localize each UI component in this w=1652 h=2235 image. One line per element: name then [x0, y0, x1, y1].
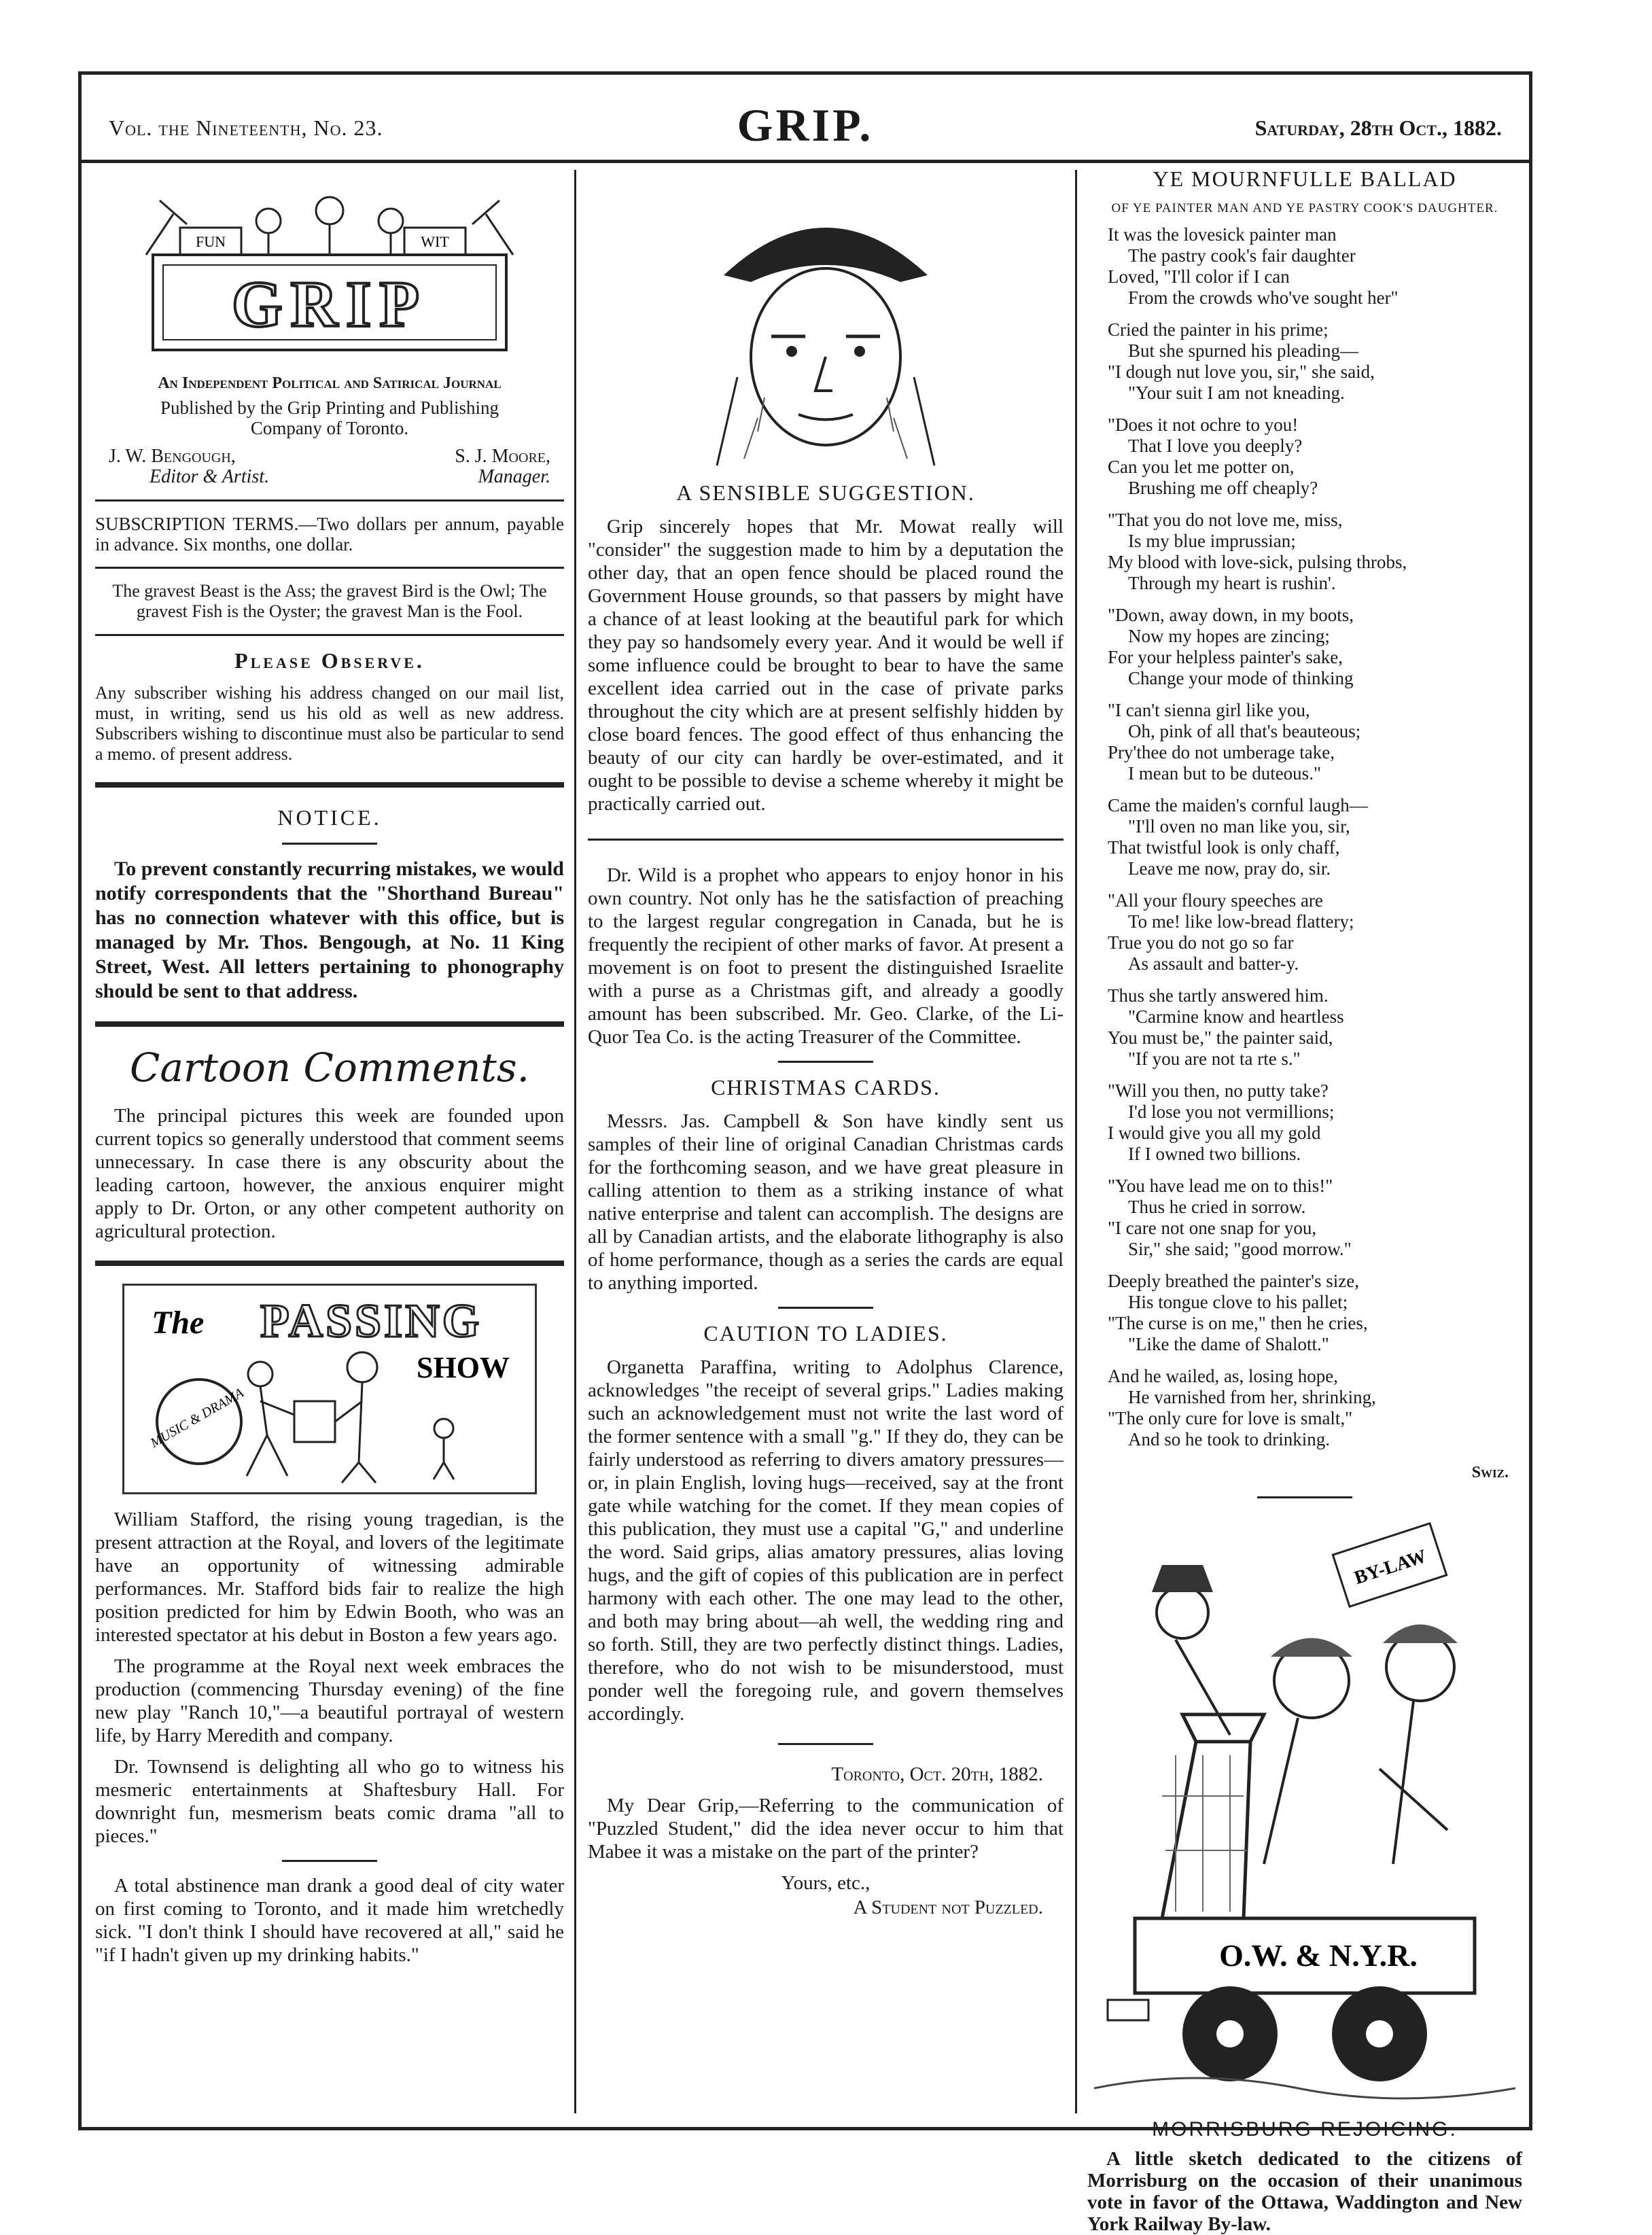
ballad-line: That twistful look is only chaff,	[1108, 837, 1340, 858]
ballad-stanza	[1108, 510, 1522, 594]
passing-show-p1: William Stafford, the rising young tragedian, is the present attraction at the Royal, and lovers of the legitimate have an opportunity of witnessing admirable performances. Mr. Stafford bids fair to realize the high position predicted for him by Edwin Booth, who was an interested spectator at his debut in Boston a few years ago.	[95, 1509, 564, 1646]
notice-text: To prevent constantly recurring mistakes, we would notify correspondents that the "Shorthand Bureau" has no connection whatever with this office, but is managed by Mr. Thos. Bengough, at No. 11 King Street, West. All letters pertaining to phonography should be sent to that address.	[95, 858, 564, 1002]
ballad-line: "I care not one snap for you,	[1108, 1218, 1317, 1238]
engine-label: O.W. & N.Y.R.	[1219, 1938, 1418, 1973]
ballad-line: That I love you deeply?	[1128, 436, 1303, 456]
ballad-line: Now my hopes are zincing;	[1128, 626, 1330, 646]
volume-number: Vol. the Nineteenth, No. 23.	[109, 116, 383, 140]
issue-date: Saturday, 28th Oct., 1882.	[1254, 116, 1502, 140]
morrisburg-caption: A little sketch dedicated to the citizens of Morrisburg on the occasion of their unanimous vote in favor of the Ottawa, Waddington and New York Railway By-law.	[1087, 2148, 1522, 2235]
ballad-line: Change your mode of thinking	[1128, 668, 1354, 688]
drum-label: MUSIC & DRAMA	[147, 1385, 247, 1451]
christmas-cards-title: CHRISTMAS CARDS.	[711, 1075, 941, 1099]
abstinence-text: A total abstinence man drank a good deal of city water on first coming to Toronto, and it made him wretchedly sick. "I don't think I should have recovered at all," said he "if I hadn't given up my drinking habits."	[95, 1875, 564, 1966]
ballad-line: I would give you all my gold	[1108, 1123, 1321, 1143]
letter-signature: A Student not Puzzled.	[853, 1897, 1043, 1918]
please-observe-text: Any subscriber wishing his address changed on our mail list, must, in writing, send us his old as well as new address. Subscribers wishing to discontinue must also be particular to send a memo. of present address.	[95, 683, 564, 764]
ballad-line: As assault and batter-y.	[1128, 953, 1299, 974]
ballad-line: "You have lead me on to this!"	[1108, 1176, 1333, 1196]
ballad-line: Loved, "I'll color if I can	[1108, 266, 1290, 287]
ballad-line: "Does it not ochre to you!	[1108, 415, 1299, 435]
letter-dateline: Toronto, Oct. 20th, 1882.	[831, 1763, 1043, 1785]
sensible-suggestion-text: Grip sincerely hopes that Mr. Mowat really will "consider" the suggestion made to him by a deputation the other day, that an open fence should be placed round the Government House grounds, so that passers by might have a chance of at least looking at the beautiful park for which they pay so handsomely every year. And it would be well if some influence could be brought to bear to have the same excellent idea carried out in the case of private parks throughout the city which are at present selfishly hidden by close board fences. The good effect of thus enhancing the beauty of our city can hardly be over-estimated, and it ought to be possible to devise a scheme whereby it might be practically carried out.	[588, 516, 1064, 815]
ballad-line: Oh, pink of all that's beauteous;	[1128, 721, 1361, 741]
logo-grip-text: GRIP	[232, 268, 427, 340]
manager-role: Manager.	[478, 466, 550, 487]
ballad-line: My blood with love-sick, pulsing throbs,	[1108, 552, 1407, 572]
morrisburg-cartoon	[1094, 1511, 1515, 2109]
ballad-line: "Your suit I am not kneading.	[1128, 383, 1345, 403]
ballad-stanza	[1108, 700, 1522, 784]
ballad-stanza	[1108, 1366, 1522, 1450]
caution-text: Organetta Paraffina, writing to Adolphus Clarence, acknowledges "the receipt of several grips." Ladies making such an acknowledgement must not write the last word of the former sentence with a small "g." If they do, they can be fairly understood as referring to divers amatory pressures—or, in plain English, loving hugs—received, say at the front gate while watching for the comet. If they mean copies of this publication, they must use a capital "G," and underline the word. Said grips, alias amatory pressures, alias loving hugs, and the gift of copies of this publication are in perfect harmony with each other. The one may lead to the other, and both may bring about—ah well, the wedding ring and so forth. Still, they are two perfectly distinct things. Ladies, therefore, who do not wish to be misunderstood, must ponder well the foregoing rule, and govern themselves accordingly.	[588, 1356, 1064, 1725]
ballad-stanza	[1108, 605, 1522, 689]
divider	[95, 499, 564, 501]
passing-show-passing: PASSING	[260, 1295, 482, 1348]
ballad-line: "I dough nut love you, sir," she said,	[1108, 362, 1375, 382]
ballad-stanza	[1108, 1271, 1522, 1355]
morrisburg-title: MORRISBURG REJOICING.	[1152, 2118, 1458, 2141]
manager-name: S. J. Moore,	[455, 446, 550, 467]
ballad-stanza	[1108, 795, 1522, 879]
divider-thick	[95, 1261, 564, 1266]
ballad-line: Cried the painter in his prime;	[1108, 319, 1329, 340]
ballad-author: Swiz.	[1471, 1464, 1509, 1481]
ballad-line: Sir," she said; "good morrow."	[1128, 1239, 1352, 1259]
divider-short	[1257, 1496, 1352, 1498]
ballad-line: Deeply breathed the painter's size,	[1108, 1271, 1359, 1291]
column-middle	[588, 166, 1064, 2113]
ballad-line: I mean but to be duteous."	[1128, 763, 1321, 784]
ballad-line: "The curse is on me," then he cries,	[1108, 1313, 1368, 1333]
ballad-line: From the crowds who've sought her"	[1128, 287, 1399, 308]
editor-name: J. W. Bengough,	[109, 446, 236, 467]
ballad-line: It was the lovesick painter man	[1108, 224, 1337, 245]
notice-title: NOTICE.	[277, 805, 382, 830]
divider	[588, 839, 1064, 841]
ballad-line: "I'll oven no man like you, sir,	[1128, 816, 1350, 837]
ballad-stanza	[1108, 224, 1522, 309]
ballad-line: "Will you then, no putty take?	[1108, 1080, 1329, 1101]
ballad-line: Came the maiden's cornful laugh—	[1108, 795, 1368, 815]
motto: The gravest Beast is the Ass; the gravest Bird is the Owl; The gravest Fish is the Oyster; the gravest Man is the Fool.	[112, 581, 547, 621]
ballad-line: Thus she tartly answered him.	[1108, 985, 1329, 1006]
ballad-line: To me! like low-bread flattery;	[1128, 911, 1354, 932]
divider-thick	[95, 782, 564, 788]
ballad-line: "Carmine know and heartless	[1128, 1006, 1344, 1027]
divider-short	[778, 1743, 873, 1745]
ballad-line: You must be," the painter said,	[1108, 1027, 1333, 1048]
ballad-line: "That you do not love me, miss,	[1108, 510, 1343, 530]
ballad-line: His tongue clove to his pallet;	[1128, 1292, 1348, 1312]
passing-show-p3: Dr. Townsend is delighting all who go to witness his mesmeric entertainments at Shaftesbury Hall. For downright fun, mesmerism beats comic drama "all to pieces."	[95, 1756, 564, 1847]
ballad-line: "Down, away down, in my boots,	[1108, 605, 1354, 625]
ballad-line: Through my heart is rushin'.	[1128, 573, 1336, 593]
newspaper-title: GRIP.	[737, 99, 874, 151]
ballad-stanza	[1108, 415, 1522, 499]
ballad-line: "I can't sienna girl like you,	[1108, 700, 1310, 720]
ballad-stanza	[1108, 985, 1522, 1070]
subscription-terms: SUBSCRIPTION TERMS.—Two dollars per annum, payable in advance. Six months, one dollar.	[95, 514, 564, 555]
divider-thick	[95, 1021, 564, 1027]
divider-short	[778, 1307, 873, 1309]
ballad-stanza	[1108, 1080, 1522, 1165]
ballad-line: And so he took to drinking.	[1128, 1429, 1330, 1449]
ballad-line: He varnished from her, shrinking,	[1128, 1387, 1376, 1407]
ballad-line: True you do not go so far	[1108, 932, 1294, 953]
ballad-stanza	[1108, 1176, 1522, 1260]
column-rule-1	[574, 170, 576, 2113]
column-left	[95, 166, 564, 2113]
ballad-stanza	[1108, 319, 1522, 404]
passing-show-the: The	[152, 1305, 205, 1341]
divider-short	[282, 1860, 377, 1862]
passing-show-illustration	[122, 1284, 537, 1494]
ballad-line: The pastry cook's fair daughter	[1128, 245, 1356, 266]
passing-show-show: SHOW	[417, 1351, 510, 1384]
please-observe-title: Please Observe.	[234, 648, 425, 673]
newspaper-page	[78, 71, 1532, 2235]
ballad-line: And he wailed, as, losing hope,	[1108, 1366, 1338, 1386]
journal-tagline: An Independent Political and Satirical Journal	[158, 374, 502, 392]
caution-title: CAUTION TO LADIES.	[703, 1321, 948, 1345]
ballad-line: If I owned two billions.	[1128, 1144, 1301, 1164]
ballad-line: But she spurned his pleading—	[1128, 340, 1358, 361]
banner-fun: FUN	[195, 233, 226, 250]
ballad-subtitle: OF YE PAINTER MAN AND YE PASTRY COOK'S DAUGHTER.	[1111, 201, 1498, 215]
publisher-line: Published by the Grip Printing and Publishing Company of Toronto.	[160, 398, 499, 438]
editor-role: Editor & Artist.	[150, 466, 270, 487]
bylaw-sign: BY-LAW	[1352, 1545, 1429, 1589]
ballad-line: Can you let me potter on,	[1108, 457, 1295, 477]
ballad-title: YE MOURNFULLE BALLAD	[1153, 166, 1457, 191]
ballad-line: Is my blue imprussian;	[1128, 531, 1296, 551]
cartoon-comments-text: The principal pictures this week are founded upon current topics so generally understood that comment seems unnecessary. In case there is any obscurity about the leading cartoon, however, the anxious enquirer might apply to Dr. Orton, or any other competent authority on agricultural protection.	[95, 1105, 564, 1242]
letter-closing: Yours, etc.,	[781, 1872, 871, 1894]
christmas-cards-text: Messrs. Jas. Campbell & Son have kindly sent us samples of their line of original Canadian Christmas cards for the forthcoming season, and we have great pleasure in calling attention to them as a striking instance of what native enterprise and talent can accomplish. The designs are all by Canadian artists, and the elaborate lithography is also of home performance, though as a series the cards are equal to anything imported.	[588, 1110, 1064, 1294]
ballad-line: Thus he cried in sorrow.	[1128, 1197, 1306, 1217]
page-header	[82, 75, 1529, 163]
masthead-logo	[133, 173, 527, 364]
divider-short	[778, 1061, 873, 1063]
divider	[95, 634, 564, 636]
ballad-line: I'd lose you not vermillions;	[1128, 1102, 1335, 1122]
ballad-line: For your helpless painter's sake,	[1108, 647, 1343, 667]
passing-show-p2: The programme at the Royal next week embraces the production (commencing Thursday evening) of the fine new play "Ranch 10,"—a beautiful portrayal of western life, by Harry Meredith and company.	[95, 1655, 564, 1746]
ballad-line: "If you are not ta rte s."	[1128, 1049, 1301, 1069]
dr-wild-text: Dr. Wild is a prophet who appears to enjoy honor in his own country. Not only has he the satisfaction of preaching to the largest regular congregation in Canada, but he is frequently the recipient of other marks of favor. At present a movement is on foot to present the distinguished Israelite with a purse as a Christmas gift, and already a goodly amount has been subscribed. Mr. Geo. Clarke, of the Li-Quor Tea Co. is the acting Treasurer of the Committee.	[588, 864, 1064, 1048]
banner-wit: WIT	[421, 233, 449, 250]
ballad-line: "All your floury speeches are	[1108, 890, 1323, 911]
letter-body: My Dear Grip,—Referring to the communication of "Puzzled Student," did the idea never occur to him that Mabee it was a mistake on the part of the printer?	[588, 1795, 1064, 1863]
ballad-line: Leave me now, pray do, sir.	[1128, 858, 1331, 879]
cartoon-comments-title: Cartoon Comments.	[129, 1044, 530, 1091]
editors-block	[109, 446, 550, 487]
ballad-line: "The only cure for love is smalt,"	[1108, 1408, 1353, 1428]
ballad-line: Brushing me off cheaply?	[1128, 478, 1318, 498]
mowat-portrait	[697, 173, 955, 472]
divider-short	[282, 843, 377, 845]
ballad-stanzas	[1087, 224, 1522, 1450]
sensible-suggestion-title: A SENSIBLE SUGGESTION.	[676, 480, 975, 505]
column-rule-2	[1075, 170, 1077, 2113]
ballad-line: "Like the dame of Shalott."	[1128, 1334, 1329, 1354]
divider	[95, 567, 564, 569]
ballad-stanza	[1108, 890, 1522, 974]
ballad-line: Pry'thee do not umberage take,	[1108, 742, 1335, 762]
column-right	[1087, 166, 1522, 2235]
